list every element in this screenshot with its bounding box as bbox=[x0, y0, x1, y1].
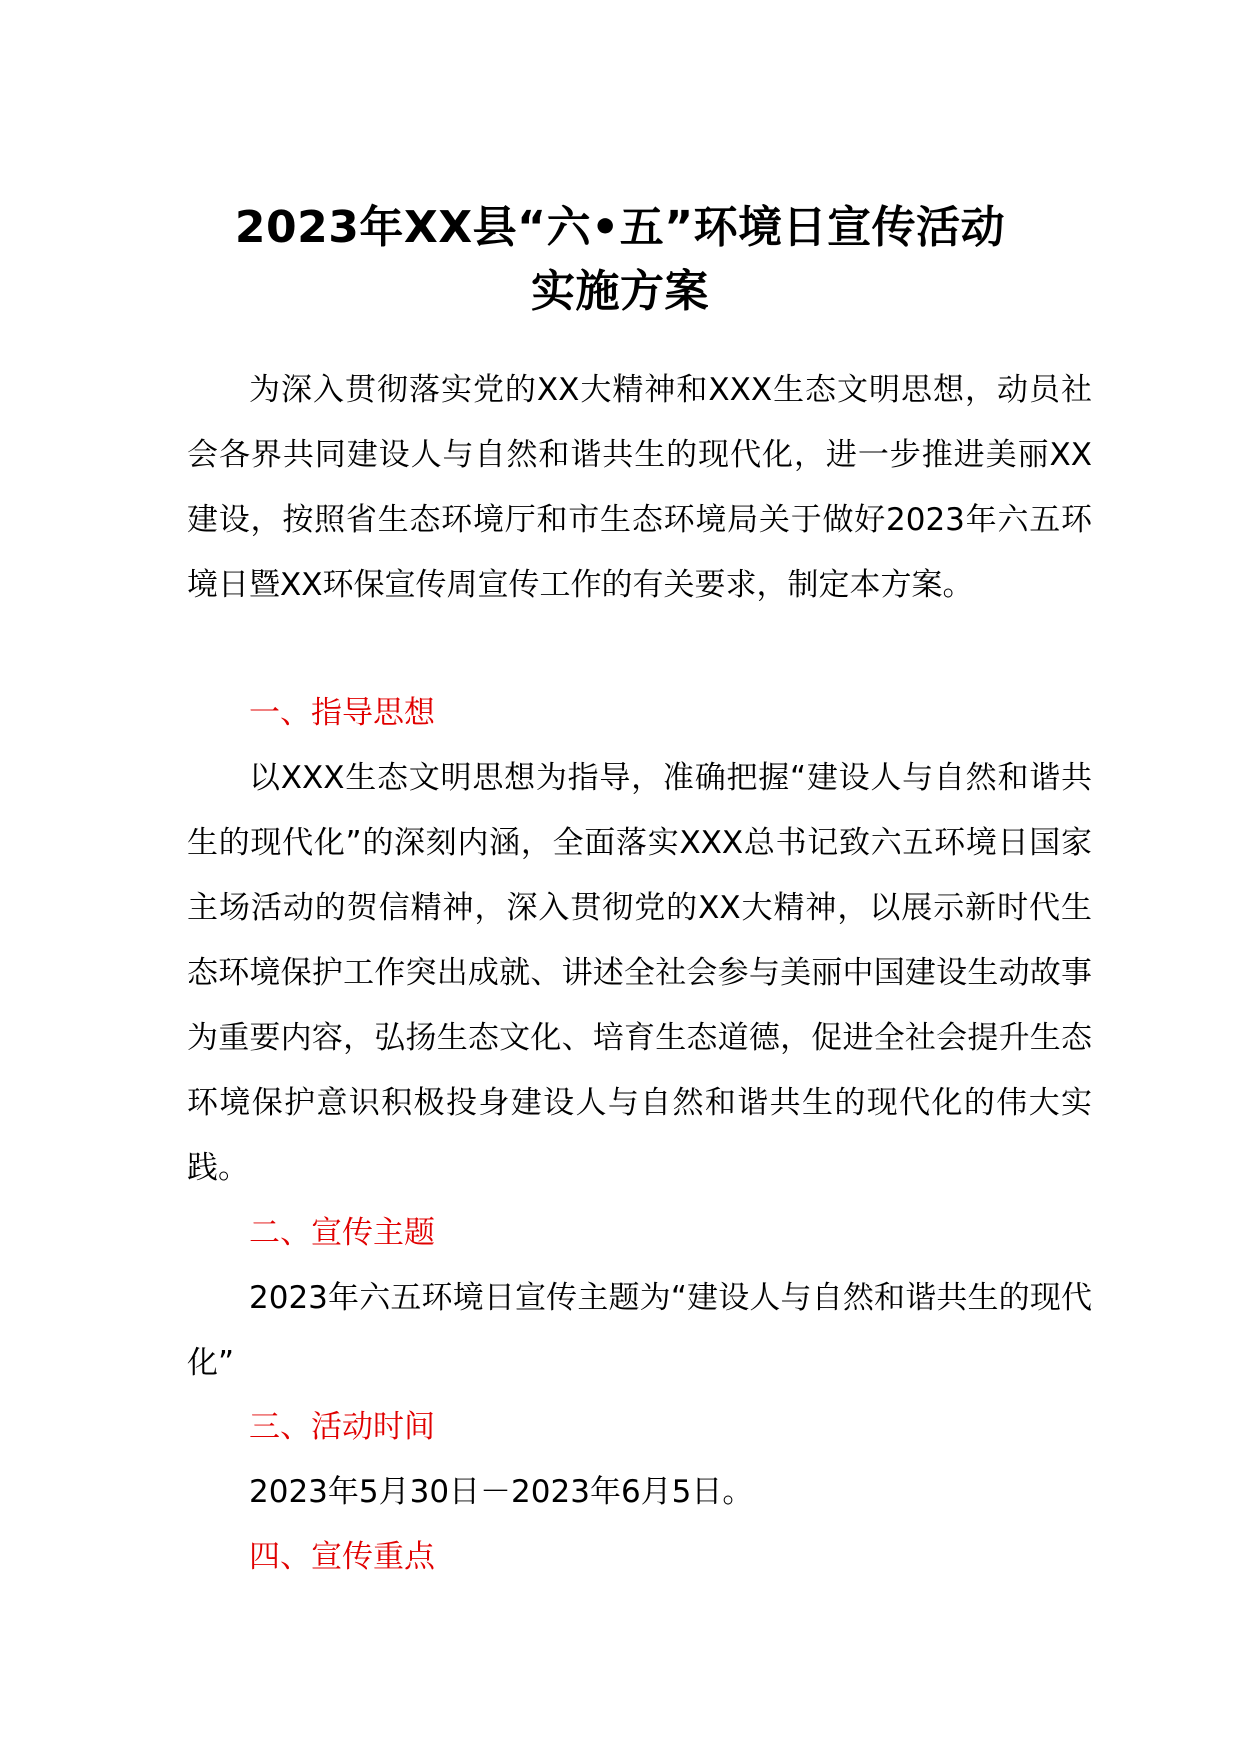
section-body-theme: 2023年六五环境日宣传主题为“建设人与自然和谐共生的现代化” bbox=[187, 1280, 1092, 1381]
section-heading-time: 三、活动时间 bbox=[249, 1409, 435, 1445]
document-title-line1: 2023年XX县“六•五”环境日宣传活动 bbox=[234, 202, 1006, 253]
section-heading-theme: 二、宣传主题 bbox=[249, 1215, 435, 1251]
section-heading-key-points: 四、宣传重点 bbox=[249, 1539, 435, 1575]
section-body-guiding-ideology: 以XXX生态文明思想为指导，准确把握“建设人与自然和谐共生的现代化”的深刻内涵，全面落实XXX总书记致六五环境日国家主场活动的贺信精神，深入贯彻党的XX大精神，以展示新时代生态环境保护工作突出成就、讲述全社会参与美丽中国建设生动故事为重要内容，弘扬生态文化、培育生态道德，促进全社会提升生态环境保护意识积极投身建设人与自然和谐共生的现代化的伟大实践。 bbox=[187, 760, 1092, 1186]
document-title-line2: 实施方案 bbox=[531, 266, 709, 317]
intro-paragraph: 为深入贯彻落实党的XX大精神和XXX生态文明思想，动员社会各界共同建设人与自然和谐共生的现代化，进一步推进美丽XX建设，按照省生态环境厅和市生态环境局关于做好2023年六五环境日暨XX环保宣传周宣传工作的有关要求，制定本方案。 bbox=[187, 372, 1092, 603]
section-body-time: 2023年5月30日－2023年6月5日。 bbox=[249, 1474, 754, 1510]
section-heading-guiding-ideology: 一、指导思想 bbox=[249, 695, 435, 731]
